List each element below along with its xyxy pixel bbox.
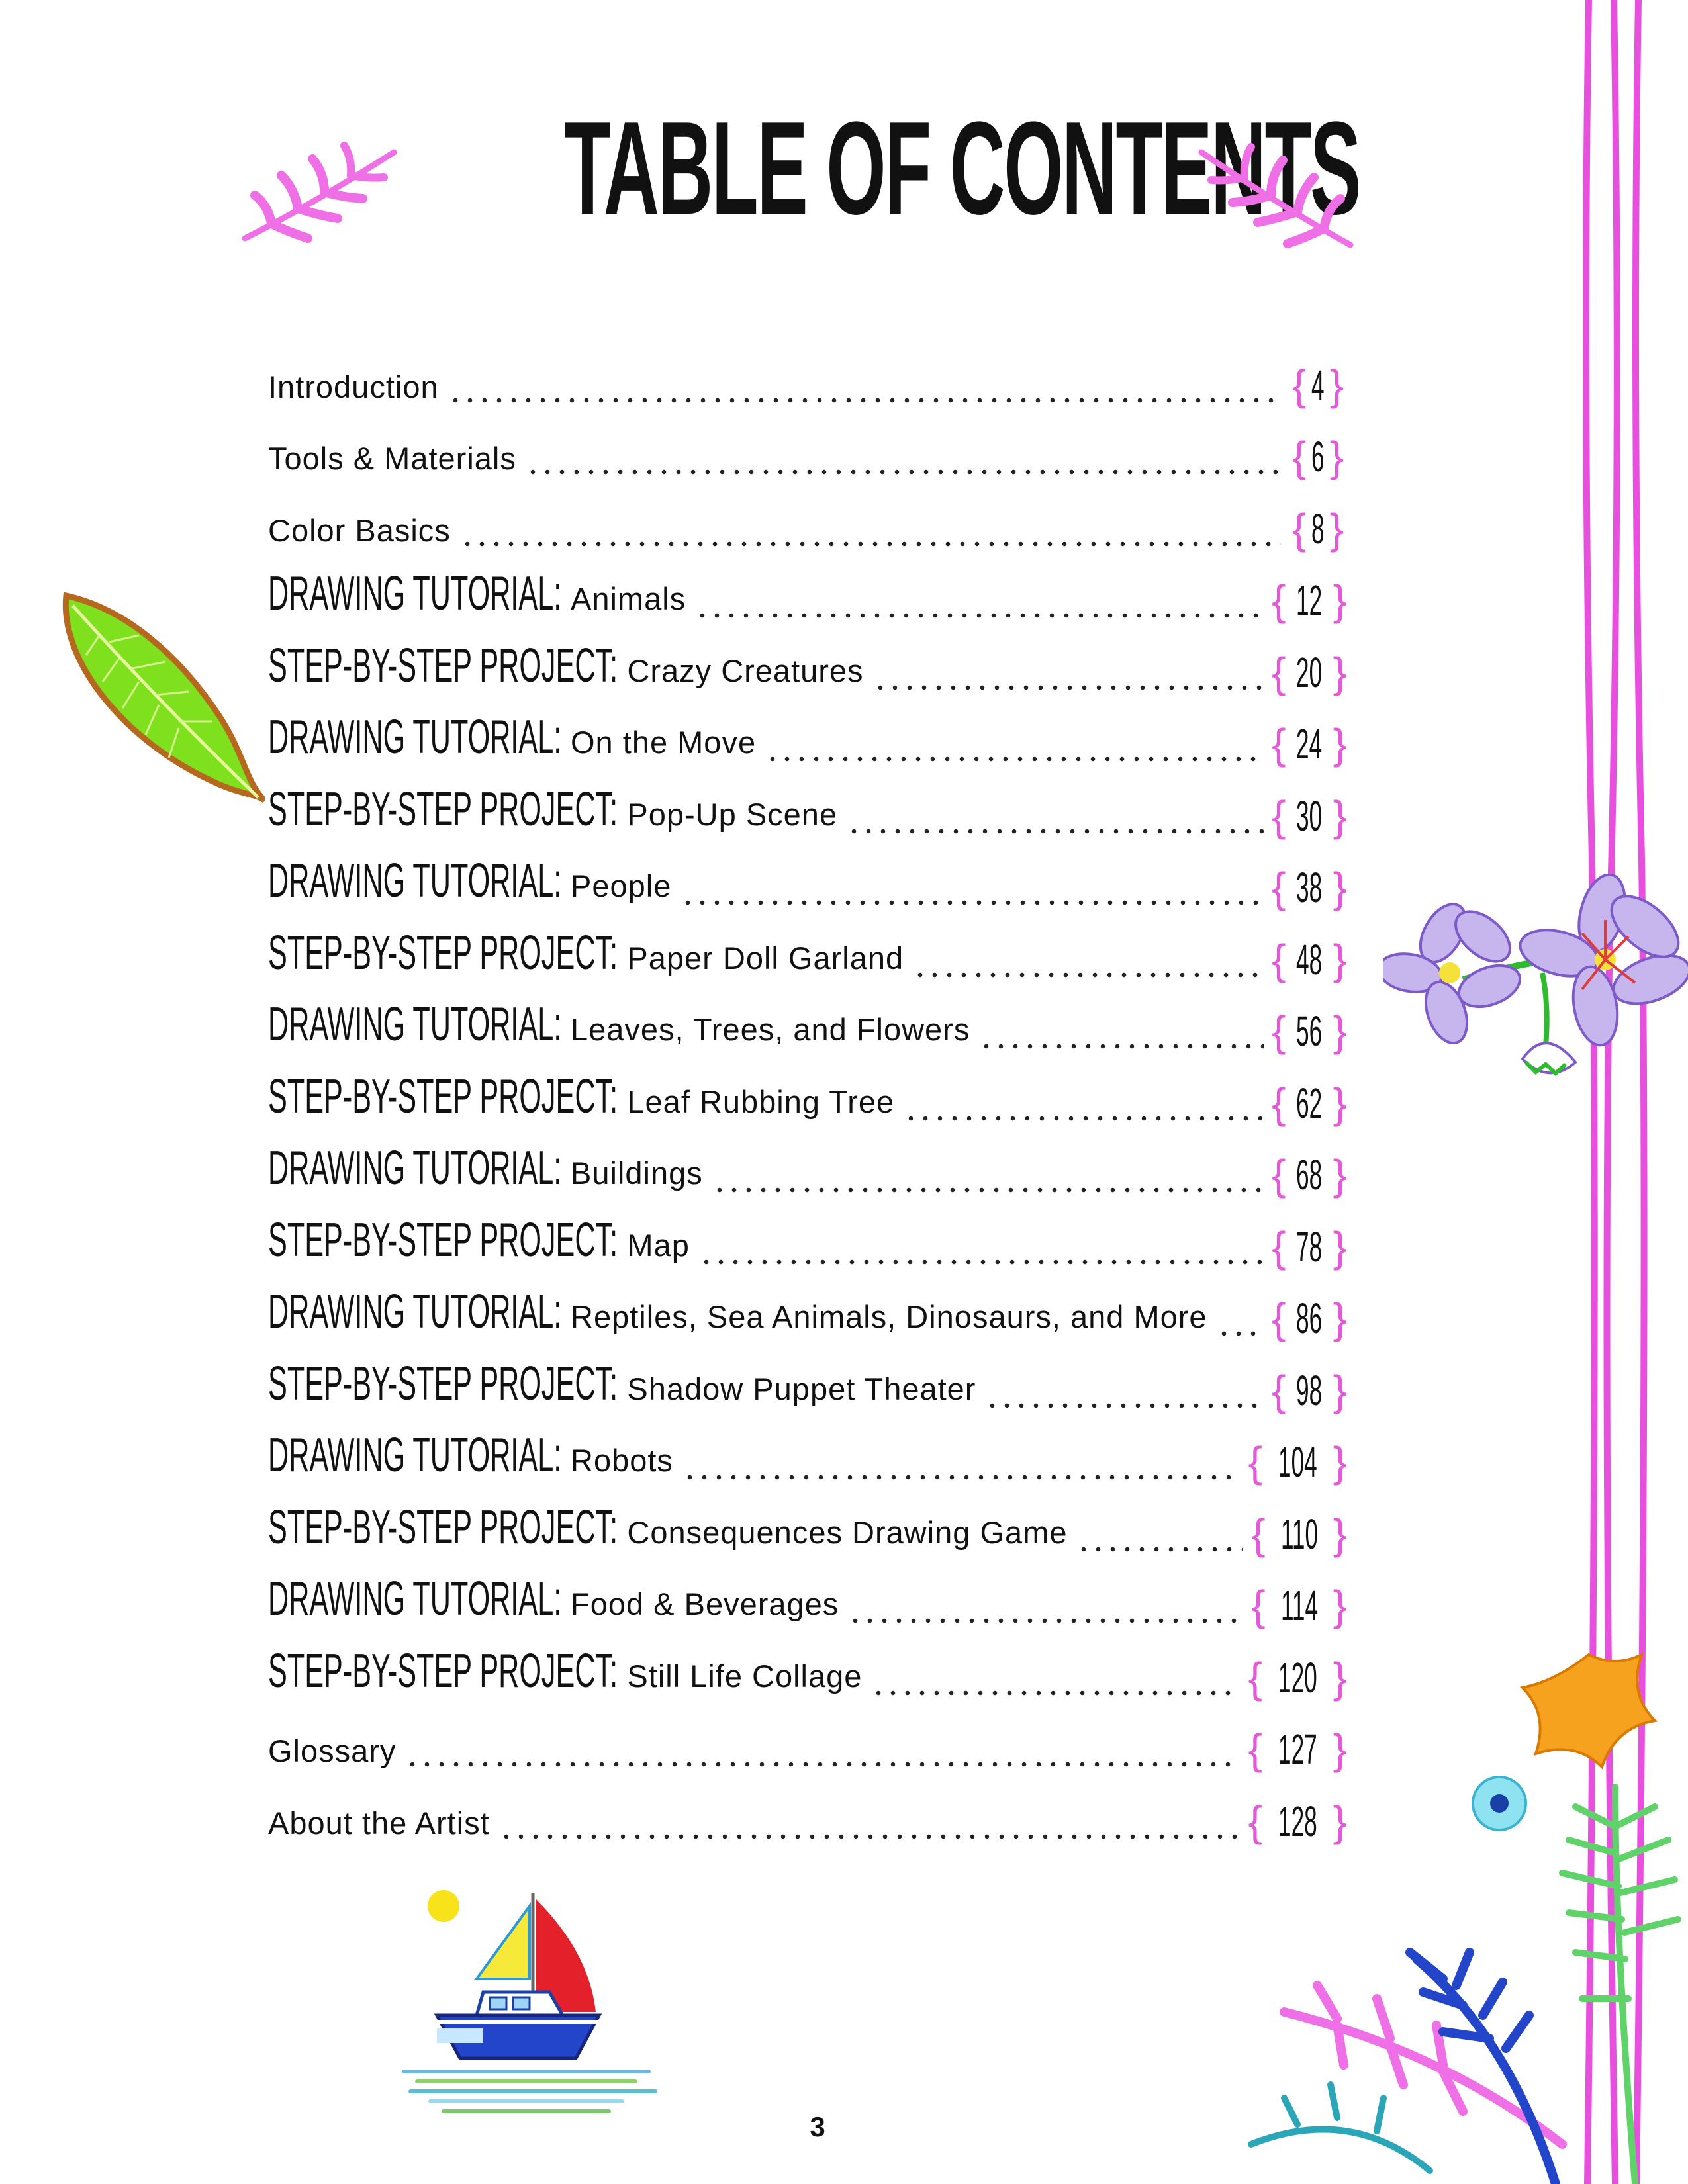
dot-leader xyxy=(913,952,1264,978)
toc-entry xyxy=(268,635,1347,707)
toc-entry-page xyxy=(1251,1579,1347,1640)
toc-entry-label xyxy=(268,783,837,850)
brace-close-icon: } xyxy=(1333,792,1347,840)
brace-open-icon: { xyxy=(1251,1510,1266,1558)
toc-entry-label xyxy=(268,1805,490,1856)
toc-entry-label xyxy=(268,1572,839,1640)
toc-entry xyxy=(268,420,1347,492)
toc-entry-label xyxy=(268,1357,976,1425)
dot-leader xyxy=(499,1813,1241,1840)
toc-entry-title: Map xyxy=(627,1227,690,1263)
toc-entry-page xyxy=(1289,430,1347,491)
toc-entry-page xyxy=(1272,1148,1347,1209)
dot-leader xyxy=(699,1239,1264,1265)
toc-entry-label xyxy=(268,567,686,635)
dot-leader xyxy=(460,521,1281,547)
toc-entry-title: About the Artist xyxy=(268,1805,490,1841)
page-number-value: 62 xyxy=(1296,1079,1323,1127)
toc-entry-label xyxy=(268,1285,1207,1353)
brace-close-icon: } xyxy=(1333,648,1347,696)
brace-close-icon: } xyxy=(1329,433,1344,480)
brace-open-icon: { xyxy=(1272,792,1286,840)
brace-open-icon: { xyxy=(1291,433,1307,480)
brace-open-icon: { xyxy=(1272,1007,1286,1055)
brace-open-icon: { xyxy=(1291,504,1307,553)
toc-entry-kind: STEP-BY-STEP PROJECT: xyxy=(268,782,618,836)
toc-entry xyxy=(268,1209,1347,1281)
toc-entry-title: Color Basics xyxy=(268,512,451,548)
brace-close-icon: } xyxy=(1333,1295,1347,1342)
toc-entry xyxy=(268,778,1347,850)
dot-leader xyxy=(765,736,1264,762)
toc-entry-title: Still Life Collage xyxy=(627,1658,863,1694)
page-number-value: 114 xyxy=(1280,1582,1318,1629)
brace-open-icon: { xyxy=(1272,1366,1286,1414)
toc-entry-title: Food & Beverages xyxy=(571,1586,839,1621)
brace-close-icon: } xyxy=(1333,864,1347,911)
page-number-value: 127 xyxy=(1278,1725,1317,1773)
toc-entry-label xyxy=(268,512,451,563)
page-number-value: 128 xyxy=(1278,1797,1317,1845)
brace-open-icon: { xyxy=(1248,1653,1262,1702)
toc-entry-label xyxy=(268,1733,396,1784)
toc-entry-label xyxy=(268,1429,673,1496)
toc-entry-title: Crazy Creatures xyxy=(627,653,864,688)
dot-leader xyxy=(1076,1526,1243,1553)
page-number-value: 78 xyxy=(1296,1222,1323,1271)
toc-entry xyxy=(268,922,1347,994)
toc-entry-title: On the Move xyxy=(571,725,757,760)
page-number: 3 xyxy=(810,2111,825,2142)
page-number-value: 98 xyxy=(1296,1366,1323,1414)
page-number-value: 30 xyxy=(1296,792,1323,840)
toc-entry-page xyxy=(1272,1292,1347,1353)
toc-entry-label xyxy=(268,711,756,778)
brace-close-icon: } xyxy=(1333,720,1347,768)
brace-close-icon: } xyxy=(1333,1151,1347,1199)
toc-list xyxy=(268,347,1347,1856)
dot-leader xyxy=(405,1741,1240,1768)
toc-entry-page xyxy=(1289,502,1347,563)
dot-leader xyxy=(680,880,1264,906)
toc-entry-title: Leaves, Trees, and Flowers xyxy=(571,1012,970,1047)
toc-entry-page xyxy=(1272,646,1347,707)
toc-entry-kind: DRAWING TUTORIAL: xyxy=(268,567,562,620)
toc-entry-title: Animals xyxy=(571,581,686,616)
fern-sprig-right-icon xyxy=(1192,132,1364,265)
brace-open-icon: { xyxy=(1272,1151,1286,1199)
brace-open-icon: { xyxy=(1272,935,1286,983)
brace-open-icon: { xyxy=(1272,720,1286,768)
brace-close-icon: } xyxy=(1333,1725,1347,1773)
page-title: TABLE OF CONTENTS xyxy=(564,95,1360,242)
page-number-value: 56 xyxy=(1296,1007,1323,1055)
brace-close-icon: } xyxy=(1333,1582,1347,1629)
toc-entry-label xyxy=(268,854,671,922)
toc-entry xyxy=(268,1640,1347,1712)
page-number-value: 68 xyxy=(1296,1151,1323,1199)
toc-entry-kind: DRAWING TUTORIAL: xyxy=(268,998,562,1051)
toc-entry-kind: DRAWING TUTORIAL: xyxy=(268,1142,562,1195)
toc-entry-label xyxy=(268,1070,894,1138)
dot-leader xyxy=(1217,1310,1264,1337)
page-number-value: 38 xyxy=(1296,864,1323,911)
green-leaf-icon xyxy=(46,582,265,814)
page-number-value: 12 xyxy=(1296,576,1323,624)
toc-entry xyxy=(268,850,1347,923)
page-number-value: 86 xyxy=(1296,1295,1323,1342)
brace-close-icon: } xyxy=(1333,1079,1347,1127)
dot-leader xyxy=(871,1670,1240,1696)
dot-leader xyxy=(712,1167,1264,1193)
brace-close-icon: } xyxy=(1333,1653,1347,1702)
brace-close-icon: } xyxy=(1329,361,1344,409)
brace-close-icon: } xyxy=(1333,1007,1347,1055)
toc-entry xyxy=(268,1281,1347,1353)
toc-entry xyxy=(268,1569,1347,1641)
toc-entry-page xyxy=(1272,1364,1347,1425)
brace-close-icon: } xyxy=(1333,576,1347,624)
brace-open-icon: { xyxy=(1248,1725,1262,1773)
toc-entry-kind: STEP-BY-STEP PROJECT: xyxy=(268,1644,618,1698)
toc-entry-kind: STEP-BY-STEP PROJECT: xyxy=(268,1069,618,1123)
toc-entry-title: Paper Doll Garland xyxy=(627,940,904,976)
page-number-value: 120 xyxy=(1278,1653,1317,1702)
brace-open-icon: { xyxy=(1291,361,1307,409)
brace-close-icon: } xyxy=(1333,1510,1347,1558)
toc-entry-title: Introduction xyxy=(268,369,439,404)
flower-cluster-icon xyxy=(1383,874,1688,1112)
brace-open-icon: { xyxy=(1251,1582,1266,1629)
toc-entry xyxy=(268,491,1347,563)
toc-entry-title: Robots xyxy=(571,1443,673,1478)
toc-entry-kind: DRAWING TUTORIAL: xyxy=(268,1429,562,1482)
toc-entry xyxy=(268,1353,1347,1425)
toc-entry-page xyxy=(1272,1220,1347,1281)
fern-sprig-left-icon xyxy=(232,132,404,251)
toc-entry-label xyxy=(268,1501,1067,1569)
toc-entry-kind: DRAWING TUTORIAL: xyxy=(268,1572,562,1625)
toc-entry xyxy=(268,994,1347,1066)
toc-entry-page xyxy=(1248,1651,1347,1712)
toc-entry-label xyxy=(268,998,970,1066)
toc-entry-label xyxy=(268,369,439,420)
toc-entry xyxy=(268,1784,1347,1856)
page-number-value: 6 xyxy=(1311,433,1325,480)
page-number-value: 4 xyxy=(1311,361,1325,409)
toc-entry-page xyxy=(1272,933,1347,994)
brace-close-icon: } xyxy=(1333,1366,1347,1414)
page-number-value: 104 xyxy=(1278,1438,1317,1486)
brace-open-icon: { xyxy=(1248,1438,1262,1486)
dot-leader xyxy=(695,592,1264,619)
sailboat-icon xyxy=(397,1880,675,2118)
toc-entry-label xyxy=(268,1142,703,1209)
toc-entry-page xyxy=(1272,861,1347,922)
toc-entry-kind: STEP-BY-STEP PROJECT: xyxy=(268,1357,618,1410)
dot-leader xyxy=(682,1454,1241,1480)
page-number-value: 8 xyxy=(1311,504,1325,553)
brace-open-icon: { xyxy=(1272,576,1286,624)
page-number-value: 110 xyxy=(1280,1510,1318,1558)
toc-entry xyxy=(268,563,1347,635)
toc-entry-page xyxy=(1272,1005,1347,1066)
page-number-value: 20 xyxy=(1296,648,1323,696)
dot-leader xyxy=(526,449,1281,475)
toc-entry-title: Consequences Drawing Game xyxy=(627,1514,1068,1550)
toc-entry-label xyxy=(268,1214,690,1281)
brace-open-icon: { xyxy=(1248,1797,1262,1845)
brace-open-icon: { xyxy=(1272,1222,1286,1271)
brace-open-icon: { xyxy=(1272,1295,1286,1342)
toc-entry-label xyxy=(268,927,904,994)
dot-leader xyxy=(904,1095,1264,1122)
dot-leader xyxy=(448,377,1281,404)
toc-entry-page xyxy=(1248,1795,1347,1856)
brace-open-icon: { xyxy=(1272,864,1286,911)
toc-entry-title: Tools & Materials xyxy=(268,441,516,476)
dot-leader xyxy=(847,808,1264,835)
toc-entry xyxy=(268,1425,1347,1497)
page-number-value: 24 xyxy=(1296,720,1323,768)
toc-entry-page xyxy=(1251,1508,1347,1569)
toc-entry-kind: STEP-BY-STEP PROJECT: xyxy=(268,1500,618,1554)
brace-close-icon: } xyxy=(1329,504,1344,553)
toc-entry-page xyxy=(1248,1435,1347,1496)
toc-entry-page xyxy=(1272,790,1347,850)
brace-open-icon: { xyxy=(1272,648,1286,696)
toc-entry-label xyxy=(268,440,516,491)
dot-leader xyxy=(985,1383,1264,1409)
toc-entry xyxy=(268,1138,1347,1210)
toc-entry-kind: DRAWING TUTORIAL: xyxy=(268,1285,562,1338)
toc-entry-page xyxy=(1272,1077,1347,1138)
toc-entry-page xyxy=(1272,574,1347,635)
dot-leader xyxy=(979,1023,1264,1050)
toc-entry xyxy=(268,707,1347,779)
brace-close-icon: } xyxy=(1333,935,1347,983)
brace-open-icon: { xyxy=(1272,1079,1286,1127)
brace-close-icon: } xyxy=(1333,1222,1347,1271)
toc-entry xyxy=(268,1496,1347,1569)
dot-leader xyxy=(848,1598,1243,1624)
toc-entry xyxy=(268,347,1347,420)
toc-entry-kind: STEP-BY-STEP PROJECT: xyxy=(268,1213,618,1267)
toc-entry-kind: DRAWING TUTORIAL: xyxy=(268,854,562,907)
toc-entry-title: Pop-Up Scene xyxy=(627,796,838,832)
toc-entry-title: People xyxy=(571,868,672,903)
brace-close-icon: } xyxy=(1333,1438,1347,1486)
toc-entry-page xyxy=(1289,359,1347,420)
toc-entry-title: Glossary xyxy=(268,1733,397,1768)
toc-entry-kind: STEP-BY-STEP PROJECT: xyxy=(268,639,618,692)
toc-entry-kind: DRAWING TUTORIAL: xyxy=(268,711,562,764)
page-number-value: 48 xyxy=(1296,935,1323,983)
toc-entry-title: Leaf Rubbing Tree xyxy=(627,1083,895,1119)
brace-close-icon: } xyxy=(1333,1797,1347,1845)
toc-entry-title: Shadow Puppet Theater xyxy=(627,1371,976,1406)
toc-entry xyxy=(268,1066,1347,1138)
toc-entry-title: Buildings xyxy=(571,1156,703,1191)
toc-entry-label xyxy=(268,1645,862,1712)
toc-entry xyxy=(268,1712,1347,1784)
toc-entry-title: Reptiles, Sea Animals, Dinosaurs, and More xyxy=(571,1299,1207,1334)
dot-leader xyxy=(873,664,1264,691)
toc-entry-page xyxy=(1248,1723,1347,1784)
toc-entry-label xyxy=(268,639,864,707)
toc-entry-page xyxy=(1272,717,1347,778)
toc-entry-kind: STEP-BY-STEP PROJECT: xyxy=(268,926,618,979)
